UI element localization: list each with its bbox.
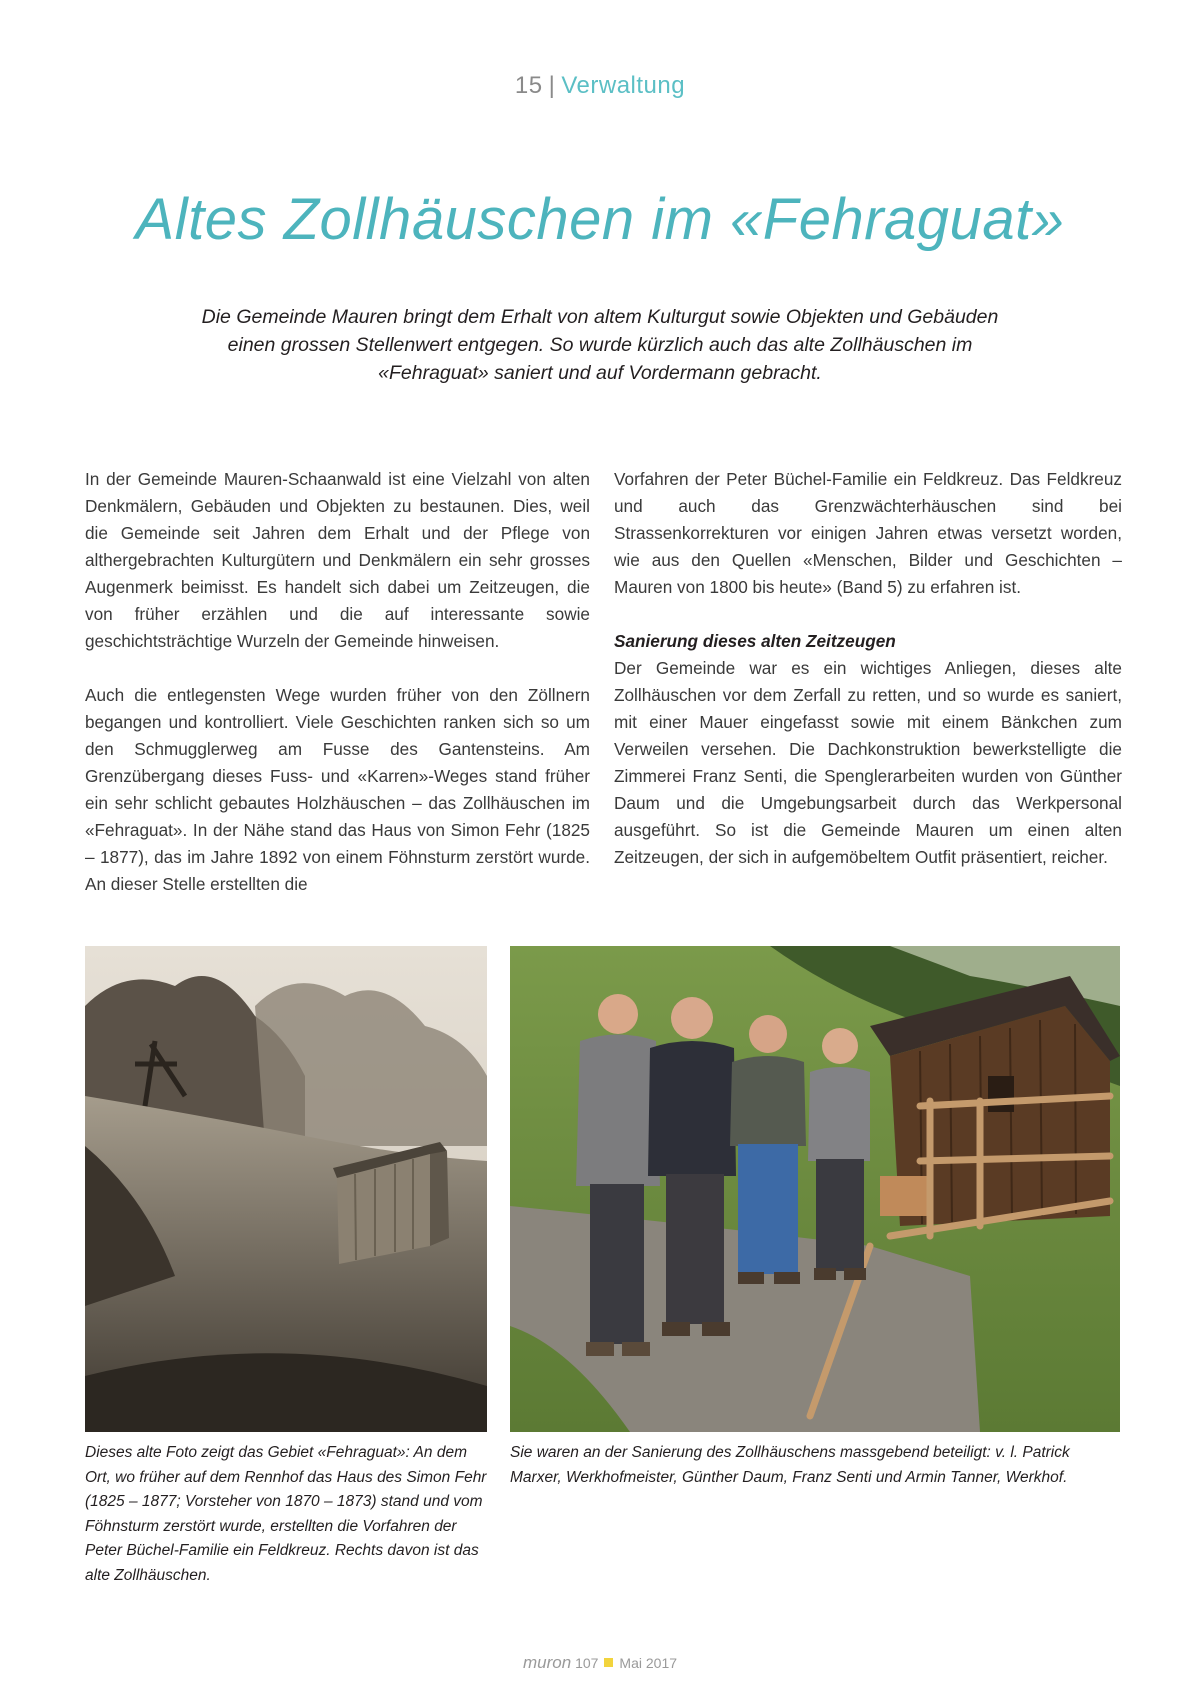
body-column-right <box>614 466 1122 871</box>
body-paragraph: Der Gemeinde war es ein wichtiges Anliegen, dieses alte Zollhäuschen vor dem Zerfall zu retten, und so wurde es saniert, mit einer Mauer eingefasst sowie mit einem Bänkchen zum Verweilen versehen. Die Dachkonstruktion bewerkstelligte die Zimmerei Franz Senti, die Spenglerarbeiten wurden von Günther Daum und die Umgebungsarbeit durch das Werkpersonal ausgeführt. So ist die Gemeinde Mauren um einen alten Zeitzeugen, der sich in aufgemöbeltem Outfit präsentiert, reicher. <box>614 658 1122 867</box>
page-number: 15 <box>514 72 543 99</box>
team-photo <box>510 946 1120 1432</box>
article-title: Altes Zollhäuschen im «Fehraguat» <box>135 187 1065 252</box>
page-header <box>0 72 1200 100</box>
historic-photo <box>85 946 487 1432</box>
photo-caption-left: Dieses alte Foto zeigt das Gebiet «Fehraguat»: An dem Ort, wo früher auf dem Rennhof das Haus des Simon Fehr (1825 – 1877; Vorsteher von 1870 – 1873) stand und vom Föhnsturm zerstört wurde, erstellten die Vorfahren der Peter Büchel-Familie ein Feldkreuz. Rechts davon ist das alte Zollhäuschen. <box>85 1444 487 1584</box>
body-paragraph: Vorfahren der Peter Büchel-Familie ein Feldkreuz. Das Feldkreuz und auch das Grenzwächterhäuschen sind bei Strassenkorrekturen vor einigen Jahren etwas versetzt worden, wie aus den Quellen «Menschen, Bilder und Geschichten – Mauren von 1800 bis heute» (Band 5) zu erfahren ist. <box>614 469 1122 597</box>
body-paragraph: In der Gemeinde Mauren-Schaanwald ist eine Vielzahl von alten Denkmälern, Gebäuden und Objekten zu bestaunen. Dies, weil die Gemeinde seit Jahren dem Erhalt und der Pflege von althergebrachten Kulturgütern und Denkmälern ein sehr grosses Augenmerk beimisst. Es handelt sich dabei um Zeitzeugen, die von früher erzählen und die auf interessante sowie geschichtsträchtige Wurzeln der Gemeinde hinweisen. <box>85 469 590 651</box>
article-lead: Die Gemeinde Mauren bringt dem Erhalt von altem Kulturgut sowie Objekten und Gebäuden einen grossen Stellenwert entgegen. So wurde kürzlich auch das alte Zollhäuschen im «Fehraguat» saniert und auf Vordermann gebracht. <box>201 306 999 384</box>
magazine-name: muron <box>522 1653 572 1672</box>
body-section <box>614 628 1122 871</box>
body-paragraph: Auch die entlegensten Wege wurden früher von den Zöllnern begangen und kontrolliert. Viele Geschichten ranken sich so um den Schmugglerweg am Fusse des Gantensteins. Am Grenzübergang dieses Fuss- und «Karren»-Weges stand früher ein sehr schlicht gebautes Holzhäuschen – das Zollhäuschen im «Fehraguat». In der Nähe stand das Haus von Simon Fehr (1825 – 1877), das im Jahre 1892 von einem Föhnsturm zerstört wurde. An dieser Stelle erstellten die <box>85 685 590 894</box>
photo-caption-right: Sie waren an der Sanierung des Zollhäuschens massgebend beteiligt: v. l. Patrick Marxer, Werkhofmeister, Günther Daum, Franz Senti und Armin Tanner, Werkhof. <box>510 1444 1070 1486</box>
section-subheading: Sanierung dieses alten Zeitzeugen <box>614 631 896 651</box>
body-column-left <box>85 466 590 898</box>
issue-number: 107 <box>575 1655 599 1671</box>
header-separator: | <box>548 72 556 99</box>
page-footer <box>0 1653 1200 1673</box>
issue-date: Mai 2017 <box>619 1655 678 1671</box>
square-icon <box>604 1658 613 1667</box>
section-name: Verwaltung <box>561 72 686 99</box>
